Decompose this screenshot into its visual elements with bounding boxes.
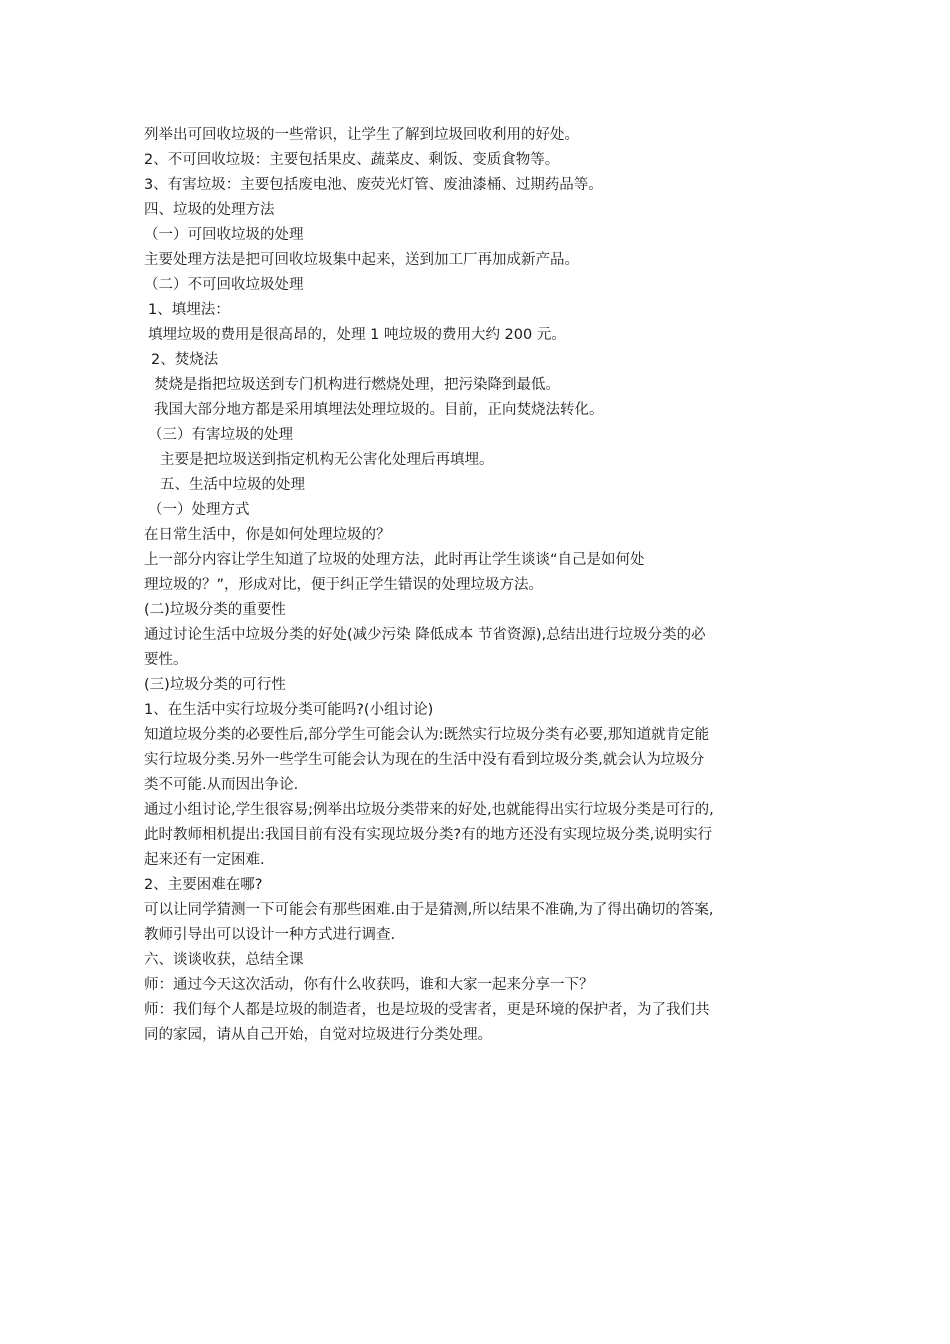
text-line: 通过讨论生活中垃圾分类的好处(减少污染 降低成本 节省资源),总结出进行垃圾分类的必 bbox=[144, 627, 706, 643]
text-line: （三）有害垃圾的处理 bbox=[148, 427, 293, 443]
text-line: 实行垃圾分类.另外一些学生可能会认为现在的生活中没有看到垃圾分类,就会认为垃圾分 bbox=[144, 752, 705, 768]
text-line: 知道垃圾分类的必要性后,部分学生可能会认为:既然实行垃圾分类有必要,那知道就肯定能 bbox=[144, 727, 710, 743]
text-line: 六、谈谈收获，总结全课 bbox=[144, 952, 304, 968]
text-line: 同的家园，请从自己开始，自觉对垃圾进行分类处理。 bbox=[144, 1027, 492, 1043]
text-line: (二)垃圾分类的重要性 bbox=[144, 602, 286, 618]
text-line: 师：通过今天这次活动，你有什么收获吗，谁和大家一起来分享一下？ bbox=[144, 977, 594, 993]
text-line: 我国大部分地方都是采用填埋法处理垃圾的。目前，正向焚烧法转化。 bbox=[154, 402, 604, 418]
text-line: （一）处理方式 bbox=[148, 502, 250, 518]
text-line: 2、不可回收垃圾：主要包括果皮、蔬菜皮、剩饭、变质食物等。 bbox=[144, 152, 560, 168]
text-line: (三)垃圾分类的可行性 bbox=[144, 677, 286, 693]
text-line: （一）可回收垃圾的处理 bbox=[144, 227, 304, 243]
text-line: 通过小组讨论,学生很容易;例举出垃圾分类带来的好处,也就能得出实行垃圾分类是可行的, bbox=[144, 802, 714, 818]
text-line: 主要是把垃圾送到指定机构无公害化处理后再填埋。 bbox=[160, 452, 494, 468]
text-line: 1、填埋法： bbox=[148, 302, 230, 318]
text-line: 焚烧是指把垃圾送到专门机构进行燃烧处理，把污染降到最低。 bbox=[154, 377, 560, 393]
text-line: 教师引导出可以设计一种方式进行调查. bbox=[144, 927, 396, 943]
text-line: 3、有害垃圾：主要包括废电池、废荧光灯管、废油漆桶、过期药品等。 bbox=[144, 177, 603, 193]
text-line: （二）不可回收垃圾处理 bbox=[144, 277, 304, 293]
document-body bbox=[144, 123, 814, 1048]
text-line: 填埋垃圾的费用是很高昂的，处理 1 吨垃圾的费用大约 200 元。 bbox=[148, 327, 566, 343]
text-line: 在日常生活中，你是如何处理垃圾的？ bbox=[144, 527, 391, 543]
text-line: 主要处理方法是把可回收垃圾集中起来，送到加工厂再加成新产品。 bbox=[144, 252, 579, 268]
text-line: 起来还有一定困难. bbox=[144, 852, 265, 868]
text-line: 列举出可回收垃圾的一些常识，让学生了解到垃圾回收利用的好处。 bbox=[144, 127, 579, 143]
text-line: 五、生活中垃圾的处理 bbox=[160, 477, 305, 493]
text-line: 师：我们每个人都是垃圾的制造者，也是垃圾的受害者，更是环境的保护者，为了我们共 bbox=[144, 1002, 710, 1018]
text-line: 2、焚烧法 bbox=[151, 352, 219, 368]
text-line: 类不可能.从而因出争论. bbox=[144, 777, 299, 793]
text-line: 上一部分内容让学生知道了垃圾的处理方法，此时再让学生谈谈“自己是如何处 bbox=[144, 552, 645, 568]
text-line: 四、垃圾的处理方法 bbox=[144, 202, 275, 218]
text-line: 要性。 bbox=[144, 652, 188, 668]
text-line: 可以让同学猜测一下可能会有那些困难.由于是猜测,所以结果不准确,为了得出确切的答案, bbox=[144, 902, 714, 918]
text-line: 2、主要困难在哪? bbox=[144, 877, 263, 893]
text-line: 此时教师相机提出:我国目前有没有实现垃圾分类?有的地方还没有实现垃圾分类,说明实行 bbox=[144, 827, 713, 843]
text-line: 1、在生活中实行垃圾分类可能吗?(小组讨论) bbox=[144, 702, 434, 718]
text-line: 理垃圾的？”，形成对比，便于纠正学生错误的处理垃圾方法。 bbox=[144, 577, 544, 593]
